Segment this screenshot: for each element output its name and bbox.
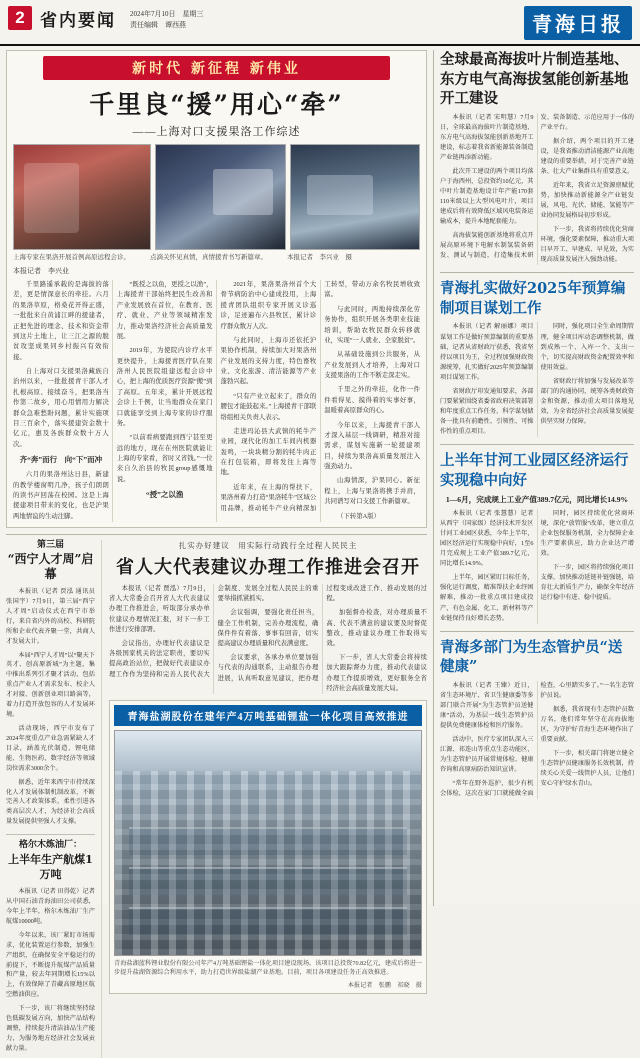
npc-suggestions-article: [102, 540, 427, 1058]
section-title: 省内要闻: [40, 11, 116, 31]
paragraph: 上半年，园区紧盯目标任务，强化运行调度，精准帮扶企业纾困解难，推动一批重点项目建成投产，有色金属、化工、新材料等产业链保持良好增长态势。: [440, 574, 534, 622]
paragraph: 本报讯（记者 宋明慧）7月9日，全球最高海拔叶片制造基地、东方电气高海拔氢能创新基地开工建设，标志着我省新能源装备制造产业链再添新动能。: [440, 113, 534, 161]
feature-byline: 本报记者 李兴业: [13, 267, 69, 276]
refinery-title: 上半年生产航煤1万吨: [8, 852, 93, 882]
middle-band: [6, 534, 427, 1058]
paragraph: 会议指出，办理好代表建议是各级国家机关的法定职责，要切实提高政治站位，把做好代表建议办理工作作为坚持和完善人民代表大会制度、发展全过程人民民主的重要举措抓紧抓实。: [109, 585, 319, 678]
paragraph: 下一步，省人大常委会将持续加大跟踪督办力度，推动代表建议办理工作提质增效，更好服务全省经济社会高质量发展大局。: [326, 654, 427, 692]
photo-caption-1: 上海专家在果洛开展首例高原远程会诊。: [13, 254, 130, 261]
feature-photo-2: [155, 144, 285, 250]
paragraph: 加强督办检查，对办理质量不高、代表不满意的建议要及时督促整改，推动建议办理工作取得实效。: [326, 609, 427, 648]
paragraph: 本报讯（记者 王臻）近日，省生态环境厅、省卫生健康委等多部门联合开展“为生态管护员送健康”活动，为基层一线生态管护员提供免费健康体检和医疗服务。: [440, 681, 534, 729]
paper-name: 青海日报: [524, 6, 632, 40]
paragraph: 本届“西宁人才周”以“聚天下英才、创高原新城”为主题，集中推出系列引才聚才活动，包括重点产业人才需求发布、校企人才对接、创新创业项目路演等，着力打造开放包容的人才发展环境。: [6, 651, 95, 719]
feature-subhead: ——上海对口支援果洛工作综述: [132, 126, 301, 138]
divider: [440, 272, 634, 273]
article-blade-base: [440, 50, 634, 265]
feature-paragraph: 自上海对口支援果洛藏族自治州以来，一批批援青干部人才扎根高原、接续奋斗，把果洛当作第二故乡，用心用情用力解决群众急难愁盼问题，累计实施项目三百余个，落实援建资金数十亿元，惠及各族群众数十万人次。: [13, 368, 109, 448]
paragraph: 会议要求，各承办单位要加强与代表的沟通联系，主动报告办理进展，认真听取意见建议，把办理过程变成改进工作、推动发展的过程。: [217, 585, 427, 682]
paragraph: 近年来，我省立足资源禀赋优势，加快推动新能源全产业链发展，风电、光伏、储能、氢能等产业协同发展格局初步形成。: [540, 181, 634, 220]
paragraph: 本报讯（记者 张慧慧）记者从西宁（国家级）经济技术开发区甘河工业园区获悉，今年上半年，园区经济运行实现稳中向好，1至6月完成规上工业产值389.7亿元，同比增长14.9%。: [440, 510, 534, 568]
talent-week-kicker: 第三届: [36, 540, 64, 551]
paragraph: 下一步，园区将持续强化项目支撑，加快推动延链补链强链，培育壮大新质生产力，确保全年经济运行稳中有进、稳中提质。: [540, 564, 634, 602]
feature-photo-row: [13, 144, 420, 250]
feature-paragraph: 走进玛沁县大武镇的牦牛产业园，现代化的加工车间内机器轰鸣，一块块精分割的牦牛肉正在打包装箱，即将发往上海等地。: [220, 427, 317, 477]
paragraph: 活动中，医疗专家团队深入三江源、祁连山等重点生态功能区，为生态管护员开展常规体检、健康咨询和高原病防治知识宣讲。: [440, 735, 534, 774]
divider: [440, 631, 634, 632]
feature-subheading: “授”之以渔: [145, 490, 184, 500]
paragraph: 本报讯（记者 解丽娜）项目谋划工作是做好预算编制的重要基础，记者从省财政厅获悉，我省坚持以项目为王，全过程加强财政资源统筹，扎实做好2025年预算编制项目谋划工作。: [440, 323, 534, 381]
paragraph: 今年以来，该厂紧盯市场需求，优化装置运行参数，加强生产组织，在确保安全平稳运行的前提下，不断提升航煤产品质量和产量，较去年同期增长15%以上，有效保障了青藏高原地区航空燃油供应。: [6, 931, 95, 999]
photo-roof: [115, 731, 421, 773]
lithium-project-photo-block: [109, 700, 427, 994]
npc-text: [109, 584, 427, 694]
feature-paragraph: 近年来，在上海的帮扶下，果洛州着力打造“果洛牦牛”区域公用品牌，推动牦牛产业向精深加工转型，带动万余名牧民增收致富。: [220, 281, 420, 512]
left-column: [6, 50, 434, 1052]
talent-week-headline: [6, 540, 95, 583]
blade-base-headline: 全球最高海拔叶片制造基地、东方电气高海拔氢能创新基地开工建设: [440, 51, 629, 108]
refinery-kicker: 格尔木炼油厂：: [18, 840, 82, 851]
feature-paragraph: 千里之外的牵挂，化作一件件看得见、摸得着的实事好事，温暖着高原群众的心。: [324, 386, 420, 415]
npc-headline: 省人大代表建议办理工作推进会召开: [116, 557, 420, 579]
feature-photo-1: [13, 144, 151, 250]
lithium-photo: [114, 730, 422, 956]
paragraph: 同时，强化项目全生命周期管理，健全项目库动态调整机制，做到成熟一个、入库一个、支出一个，切实提高财政资金配置效率和使用效益。: [540, 323, 634, 371]
feature-paragraph: 2019年，为使院内诊疗水平更快提升，上海援青医疗队在果洛州人民医院组建远程会诊中心，把上海的优质医疗资源“搬”到了高原。五年来，累计开展远程会诊上千例，让当地群众在家门口就能享受到上海专家的诊疗服务。: [116, 347, 213, 427]
paragraph: 下一步，我省将持续优化营商环境，强化要素保障，推动重大项目早开工、早建成、早见效，为实现高质量发展注入强劲动能。: [540, 226, 634, 264]
divider: [440, 444, 634, 445]
feature-article: [6, 50, 427, 528]
paragraph: 省财政厅将加强与发展改革等部门的沟通协同，统筹各类财政资金和资源，推动重大项目落地见效，为全省经济社会高质量发展提供坚实财力保障。: [540, 377, 634, 425]
masthead-nameplate: [524, 6, 632, 40]
feature-text: [13, 280, 420, 522]
npc-kicker: 扎实办好建议 用实际行动践行全过程人民民主: [178, 541, 358, 551]
publish-date: 2024年7月10日 星期三: [130, 10, 204, 18]
feature-photo-captions: [13, 253, 420, 262]
talent-week-title: “西宁人才周”启幕: [7, 551, 94, 582]
article-budget-planning: [440, 279, 634, 437]
health-text: [440, 681, 634, 800]
feature-paragraph: “以前看病要跑到西宁甚至更远的地方，现在在州医院就能让上海的专家看，省时又省钱。”一位来自久治县的牧民group感慨地说。: [116, 434, 213, 483]
feature-jump-note: （下转第A版）: [337, 512, 381, 520]
photo-equipment-row: [129, 827, 407, 855]
ganhe-headline: 上半年甘河工业园区经济运行实现稳中向好: [440, 451, 629, 489]
paragraph: 省财政厅印发通知要求，各部门要紧紧围绕省委省政府决策部署和年度重点工作任务，科学谋划储备一批具有前瞻性、引领性、可操作性的重点项目。: [440, 387, 534, 435]
paragraph: 活动现场，西宁市发布了2024年度重点产业急需紧缺人才目录，涵盖光伏制造、锂电储能、生物医药、数字经济等领域岗位需求3000余个。: [6, 724, 95, 772]
feature-paragraph: “只有产业立起来了，群众的腰包才能鼓起来。”上海援青干部联络组相关负责人表示。: [220, 392, 317, 421]
right-column: [434, 50, 634, 906]
feature-headline: 千里良“援”用心“牵”: [89, 90, 344, 119]
paragraph: 会议强调，要强化责任担当，健全工作机制，完善办理流程，确保件件有着落、事事有回音，切实提高建议办理质量和代表满意度。: [217, 609, 319, 648]
feature-paragraph: 从基础设施到公共服务，从产业发展到人才培养，上海对口支援果洛的工作不断走深走实。: [324, 351, 420, 380]
paragraph: 据介绍，两个项目的开工建设，是我省推动清洁能源产业高地建设的重要举措，对于完善产业链条、壮大产业集群具有重要意义。: [540, 137, 634, 175]
ganhe-text: [440, 509, 634, 624]
paragraph: “常年在野外巡护，很少有机会体检，这次在家门口就能做全面检查，心里踏实多了。”一名生态管护员说。: [440, 681, 634, 798]
budget-headline: 青海扎实做好2025年预算编制项目谋划工作: [440, 280, 626, 317]
refinery-text: [6, 887, 95, 1054]
article-ganhe-park: [440, 451, 634, 624]
health-headline: 青海多部门为生态管护员“送健康”: [440, 638, 623, 676]
feature-paragraph: 2021年，果洛果洛州首个大骨节病防治中心建成投用，上海援青团队组织专家开展义诊巡诊，足迹遍布六县牧区，累计诊疗群众数万人次。: [220, 281, 317, 330]
paragraph: 此次开工建设的两个项目均落户于海西州，总投资约10亿元，其中叶片制造基地设计年产能170套110米级以上大型风电叶片，项目建成后将有效降低区域风电装备运输成本，提升本地配套能力。: [440, 167, 534, 226]
feature-banner: 新时代 新征程 新伟业: [43, 56, 390, 80]
lithium-photo-caption: 青海盐湖蓝科锂业股份有限公司年产4万吨基础锂盐一体化项目建设现场。该项目总投资70.82亿元，建成后将进一步提升盐湖资源综合利用水平，助力打造世界级盐湖产业基地。目前，项目各项建设任务正高效推进。: [114, 959, 422, 977]
refinery-headline: [6, 840, 95, 883]
masthead-meta: [130, 6, 204, 30]
article-health-rangers: [440, 638, 634, 800]
feature-paragraph: 今年以来，上海援青干部人才深入基层一线调研，精准对接需求，谋划实施新一轮援建项目，持续为果洛高质量发展注入强劲动力。: [324, 421, 420, 471]
paragraph: 据悉，近年来西宁市持续深化人才发展体制机制改革，不断完善人才政策体系，柔性引进各类高层次人才，为经济社会高质量发展提供坚强人才支撑。: [6, 778, 95, 826]
feature-paragraph: 与此同时，两地持续深化劳务协作，组织开展各类职业技能培训，帮助农牧民群众转移就业，实现“一人就业、全家脱贫”。: [324, 305, 420, 344]
divider: [6, 834, 95, 835]
talent-week-article: [6, 540, 102, 1058]
photo-equipment-row: [129, 867, 407, 895]
budget-text: [440, 322, 634, 437]
page-number: 2: [8, 6, 32, 30]
paragraph: 高海拔氢能创新基地将重点开展高原环境下电解水制氢装备研发、测试与制造，打造集技术研发、装备制造、示范应用于一体的产业平台。: [440, 113, 634, 260]
paragraph: 本报讯（记者 贾泓）7月9日，省人大常委会召开省人大代表建议办理工作推进会，听取部分承办单位建议办理情况汇报，对下一步工作进行安排部署。: [109, 585, 210, 633]
paragraph: 本报讯（记者 贾泓 通讯员 张国宇）7月9日，第三届“西宁人才周”启动仪式在西宁市举行，来自省内外的高校、科研院所和企业代表齐聚一堂，共商人才发展大计。: [6, 587, 95, 645]
feature-paragraph: 山海情深，沪果同心。新征程上，上海与果洛将携手并肩，共同谱写对口支援工作新篇章。: [324, 477, 420, 506]
masthead: [0, 0, 640, 46]
talent-week-text: [6, 587, 95, 827]
paragraph: 本报讯（记者 田得乾）记者从中国石油青海油田公司获悉，今年上半年，格尔木炼油厂生产航煤10000吨。: [6, 888, 95, 925]
photo-equipment-row: [129, 907, 407, 935]
paragraph: 据悉，我省现有生态管护员数万名，他们常年坚守在高海拔地区，为守护好青海生态环境作出了重要贡献。: [540, 705, 634, 743]
paragraph: 同时，园区持续优化营商环境，深化“放管服”改革，建立重点企业包保服务机制，全力保障企业生产要素供应，助力企业达产增效。: [540, 510, 634, 558]
photo-caption-credit: 本报记者 李兴业 摄: [287, 254, 352, 261]
feature-paragraph: 六月的果洛州达日县，新建的教学楼窗明几净，孩子们朗朗的读书声回荡在校园。这是上海援建项目带来的变化，也是沪果两地情谊的生动注脚。: [13, 471, 109, 520]
editor-line: ​责任编辑 谭西燕: [130, 20, 186, 29]
ganhe-lead: 1—6月，完成规上工业产值389.7亿元，同比增长14.9%: [445, 495, 629, 505]
page-body: [0, 46, 640, 1052]
feature-paragraph: 与此同时，上海市还依托沪果协作机制，持续加大对果洛州产业发展的支持力度，特色畜牧业、文化旅游、清洁能源等产业蓬勃兴起。: [220, 336, 317, 386]
lithium-photo-credit: 本报记者 张鹏 祁晓 摄: [347, 981, 422, 989]
photo-caption-2: 点滴关怀见真情，真情援青书写新篇章。: [150, 254, 267, 261]
lithium-photo-title: 青海盐湖股份在建年产4万吨基础锂盐一体化项目高效推进: [114, 705, 422, 726]
paragraph: 下一步，相关部门将建立健全生态管护员健康服务长效机制，持续关心关爱一线管护人员，让他们安心守护绿水青山。: [540, 750, 634, 788]
feature-paragraph: “既授之以鱼，更授之以渔”，上海援青干部始终把民生改善和产业发展放在首位，在教育、医疗、就业、产业等领域精准发力，推动果洛经济社会高质量发展。: [116, 281, 213, 340]
blade-base-text: [440, 113, 634, 266]
feature-photo-3: [290, 144, 420, 250]
feature-subheading: 齐“奔”而行 向“下”而冲: [19, 455, 103, 465]
feature-paragraph: 千里路遥承载的是海拔的落差，更是情深意长的牵挂。六月的果洛草原，格桑花开得正盛，一批批来自黄浦江畔的援建者，正把先进的理念、技术和资金带到这片土地上，让三江之源的脱贫攻坚成果同乡村振兴有效衔接。: [13, 281, 109, 361]
paragraph: 下一步，该厂将继续坚持绿色低碳发展方向，加快产品结构调整，持续提升清洁油品生产能力，为服务地方经济社会发展贡献力量。: [6, 1005, 95, 1052]
